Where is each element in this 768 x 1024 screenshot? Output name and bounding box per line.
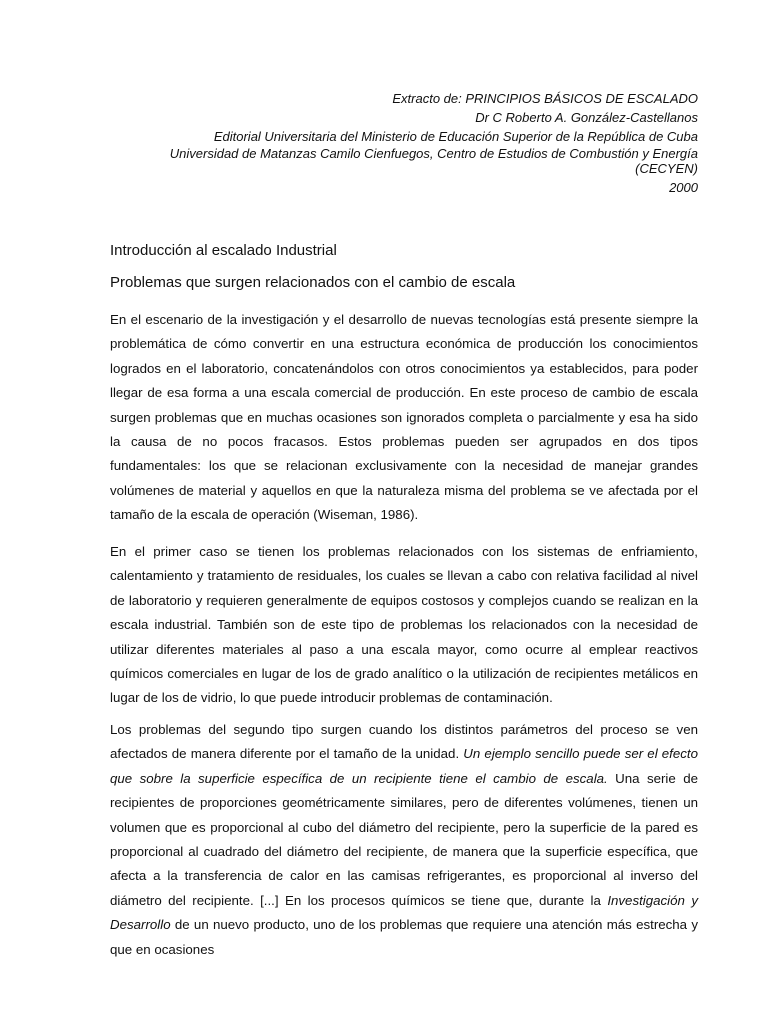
citation-header [110, 89, 698, 197]
citation-author: Dr C Roberto A. González-Castellanos [475, 110, 698, 125]
section-subtitle: Problemas que surgen relacionados con el cambio de escala [110, 274, 516, 291]
citation-publisher: Editorial Universitaria del Ministerio de Educación Superior de la República de Cuba [213, 129, 698, 144]
paragraph-3-text-e: de un nuevo producto, uno de los problemas que requiere una atención más estrecha y que en ocasiones [110, 917, 698, 957]
citation-source: Extracto de: PRINCIPIOS BÁSICOS DE ESCALADO [392, 91, 698, 106]
citation-institution-acronym: (CECYEN) [635, 161, 698, 176]
paragraph-3-italic-term: Investigación y Desarrollo [110, 892, 698, 933]
citation-institution: Universidad de Matanzas Camilo Cienfuegos, Centro de Estudios de Combustión y Energía [169, 146, 698, 161]
citation-year: 2000 [669, 180, 698, 195]
paragraph-3-italic-example: Un ejemplo sencillo puede ser el efecto que sobre la superficie específica de un recipiente tiene el cambio de escala. [110, 746, 699, 786]
paragraph-1: En el escenario de la investigación y el desarrollo de nuevas tecnologías está presente siempre la problemática de cómo convertir en una estructura económica de producción los conocimientos logrados en el laboratorio, concatenándolos con otros conocimientos ya establecidos, para poder llegar de esa forma a una escala comercial de producción. En este proceso de cambio de escala surgen problemas que en muchas ocasiones son ignorados completa o parcialmente y esa ha sido la causa de no pocos fracasos. Estos problemas pueden ser agrupados en dos tipos fundamentales: los que se relacionan exclusivamente con la necesidad de manejar grandes volúmenes de material y aquellos en que la naturaleza misma del problema se ve afectada por el tamaño de la escala de operación (Wiseman, 1986). [110, 312, 698, 523]
paragraph-3-text-a: Los problemas del segundo tipo surgen cuando los distintos parámetros del proceso se ven afectados de manera diferente por el tamaño de la unidad. [110, 722, 698, 762]
paragraph-3-text-c: Una serie de recipientes de proporciones geométricamente similares, pero de diferentes volúmenes, tienen un volumen que es proporcional al cubo del diámetro del recipiente, pero la superficie de la pared es proporcional al cuadrado del diámetro del recipiente, de manera que la superficie específica, que afecta a la transferencia de calor en las camisas refrigerantes, es proporcional al inverso del diámetro del recipiente. [...] En los procesos químicos se tiene que, durante la [110, 770, 698, 908]
paragraph-3 [110, 718, 698, 962]
section-title: Introducción al escalado Industrial [110, 242, 337, 259]
paragraph-2: En el primer caso se tienen los problemas relacionados con los sistemas de enfriamiento, calentamiento y tratamiento de residuales, los cuales se llevan a cabo con relativa facilidad al nivel de laboratorio y requieren generalmente de equipos costosos y complejos cuando se realizan en la escala industrial. También son de este tipo de problemas los relacionados con la necesidad de utilizar diferentes materiales al paso a una escala mayor, como ocurre al emplear reactivos químicos comerciales en lugar de los de grado analítico o la utilización de recipientes metálicos en lugar de los de vidrio, lo que puede introducir problemas de contaminación. [110, 544, 698, 706]
